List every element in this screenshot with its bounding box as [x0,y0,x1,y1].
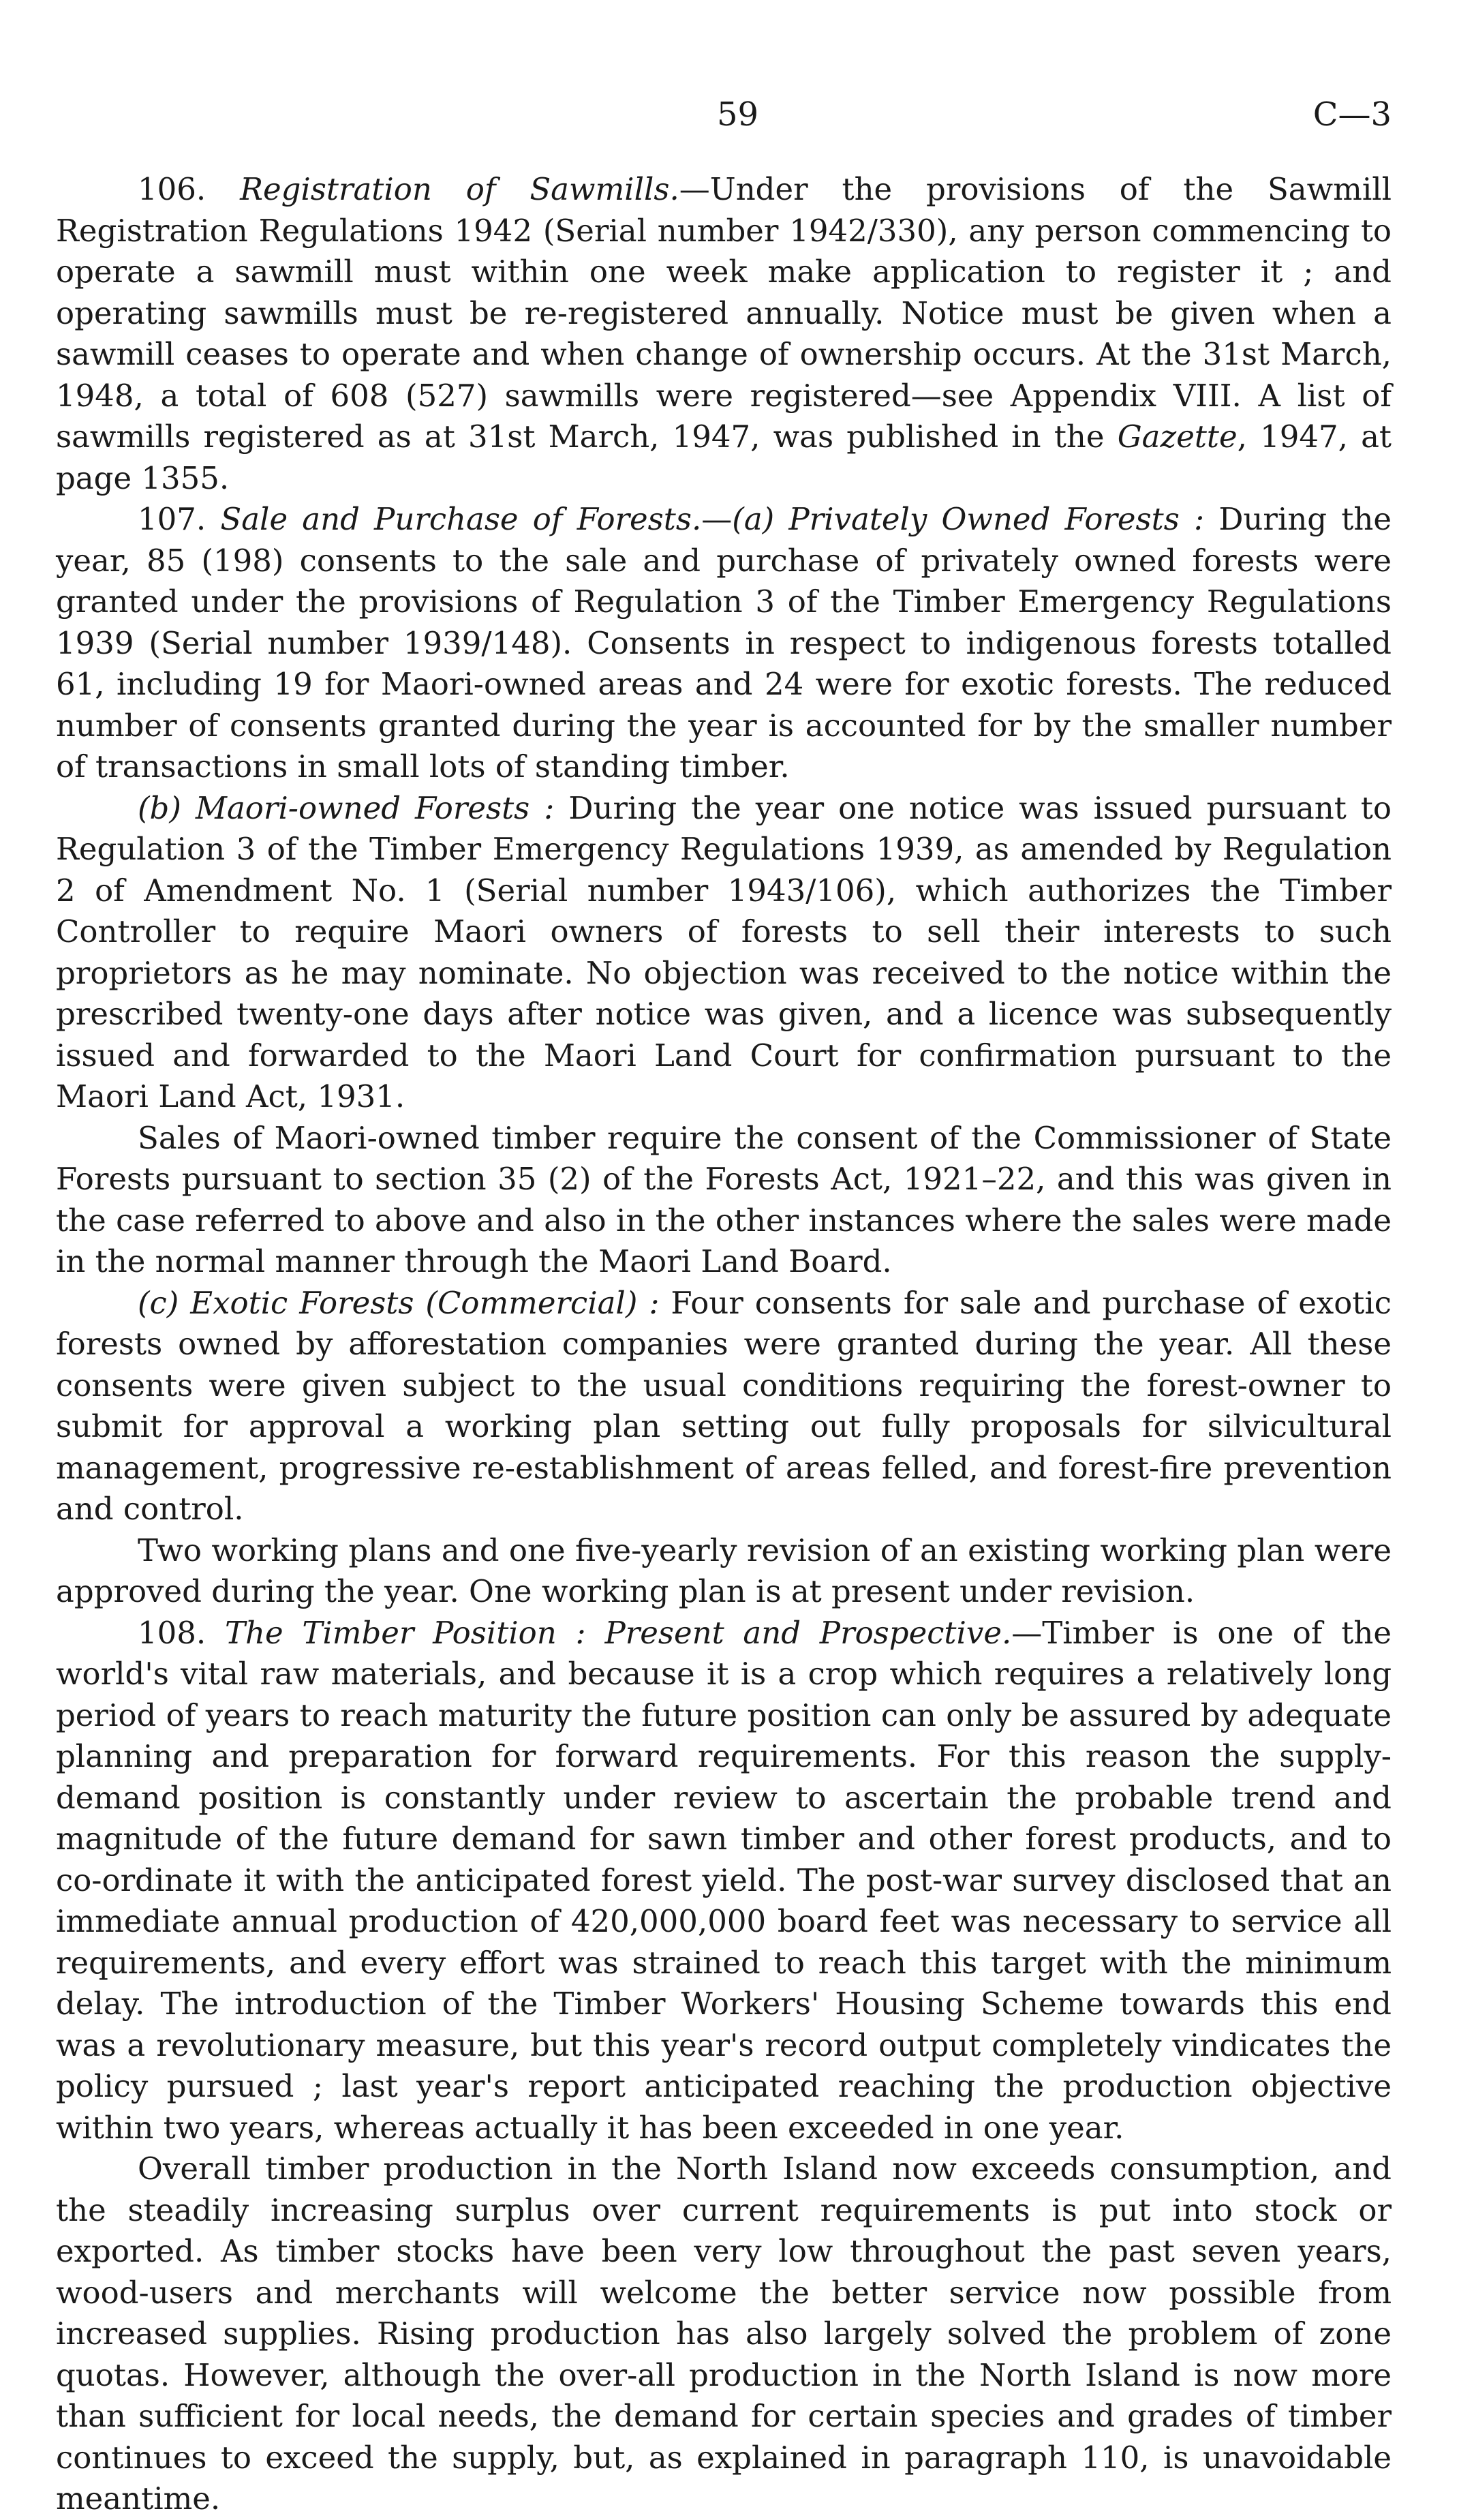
body-text [56,169,1392,2520]
paragraph-text: During the year one notice was issued pursuant to Regulation 3 of the Timber Emergency Regulations 1939, as amended by Regulation 2 of Amendment No. 1 (Serial number 1943/106), which authorizes the Timber Controller to require Maori owners of forests to sell their interests to such proprietors as he may nominate. No objection was received to the notice within the prescribed twenty-one days after notice was given, and a licence was subsequently issued and forwarded to the Maori Land Court for confirmation pursuant to the Maori Land Act, 1931. [56,789,1392,1114]
paragraph-107c [56,1283,1392,1530]
subheading-a: (a) Privately Owned Forests : [732,501,1205,537]
section-heading: The Timber Position : Present and Prospective. [224,1614,1012,1651]
paragraph-text-end: , 1947, at page 1355. [56,419,1392,496]
heading-dash: — [701,501,733,537]
paragraph-text: Two working plans and one five-yearly revision of an existing working plan were approved during the year. One working plan is at present under revision. [56,1532,1392,1609]
paragraph-text: —Timber is one of the world's vital raw materials, and because it is a crop which requires a relatively long period of years to reach maturity the future position can only be assured by adequate planning and preparation for forward requirements. For this reason the supply-demand position is constantly under review to ascertain the probable trend and magnitude of the future demand for sawn timber and other forest products, and to co-ordinate it with the anticipated forest yield. The post-war survey disclosed that an immediate annual production of 420,000,000 board feet was necessary to service all requirements, and every effort was strained to reach this target with the minimum delay. The introduction of the Timber Workers' Housing Scheme towards this end was a revolutionary measure, but this year's record output completely vindicates the policy pursued ; last year's report anticipated reaching the production objective within two years, whereas actually it has been exceeded in one year. [56,1614,1392,2146]
paragraph-107b-2 [56,1118,1392,1283]
page-number: 59 [717,95,759,134]
subheading-c: (c) Exotic Forests (Commercial) : [138,1284,660,1321]
paragraph-108 [56,1613,1392,2149]
paragraph-108-2 [56,2149,1392,2520]
gazette-title: Gazette [1117,419,1238,455]
paragraph-number: 108. [138,1614,225,1651]
paragraph-number: 107. [138,501,221,537]
document-page [56,95,1392,2520]
paragraph-text: Four consents for sale and purchase of exotic forests owned by afforestation companies were granted during the year. All these consents were given subject to the usual conditions requiring the forest-owner to submit for approval a working plan setting out fully proposals for silvicultural management, progressive re-establishment of areas felled, and forest-fire prevention and control. [56,1284,1392,1527]
document-code: C—3 [1312,95,1392,134]
paragraph-text: —Under the provisions of the Sawmill Registration Regulations 1942 (Serial number 1942/330), any person commencing to operate a sawmill must within one week make application to register it ; and operating sawmills must be re-registered annually. Notice must be given when a sawmill ceases to operate and when change of ownership occurs. At the 31st March, 1948, a total of 608 (527) sawmills were registered—see Appendix VIII. A list of sawmills registered as at 31st March, 1947, was published in the [56,171,1392,455]
paragraph-text: During the year, 85 (198) consents to the sale and purchase of privately owned forests were granted under the provisions of Regulation 3 of the Timber Emergency Regulations 1939 (Serial number 1939/148). Consents in respect to indigenous forests totalled 61, including 19 for Maori-owned areas and 24 were for exotic forests. The reduced number of consents granted during the year is accounted for by the smaller number of transactions in small lots of standing timber. [56,501,1392,785]
page-header [56,95,1392,157]
paragraph-107a [56,499,1392,788]
paragraph-107c-2 [56,1530,1392,1613]
paragraph-text: Overall timber production in the North Island now exceeds consumption, and the steadily increasing surplus over current requirements is put into stock or exported. As timber stocks have been very low throughout the past seven years, wood-users and merchants will welcome the better service now possible from increased supplies. Rising production has also largely solved the problem of zone quotas. However, although the over-all production in the North Island is now more than sufficient for local needs, the demand for certain species and grades of timber continues to exceed the supply, but, as explained in paragraph 110, is unavoidable meantime. [56,2151,1392,2517]
section-heading: Sale and Purchase of Forests. [220,501,702,537]
subheading-b: (b) Maori-owned Forests : [138,789,555,826]
paragraph-106 [56,169,1392,499]
paragraph-text: Sales of Maori-owned timber require the consent of the Commissioner of State Forests pursuant to section 35 (2) of the Forests Act, 1921–22, and this was given in the case referred to above and also in the other instances where the sales were made in the normal manner through the Maori Land Board. [56,1119,1392,1279]
paragraph-107b [56,788,1392,1118]
section-heading: Registration of Sawmills. [240,171,679,207]
paragraph-number: 106. [138,171,241,207]
